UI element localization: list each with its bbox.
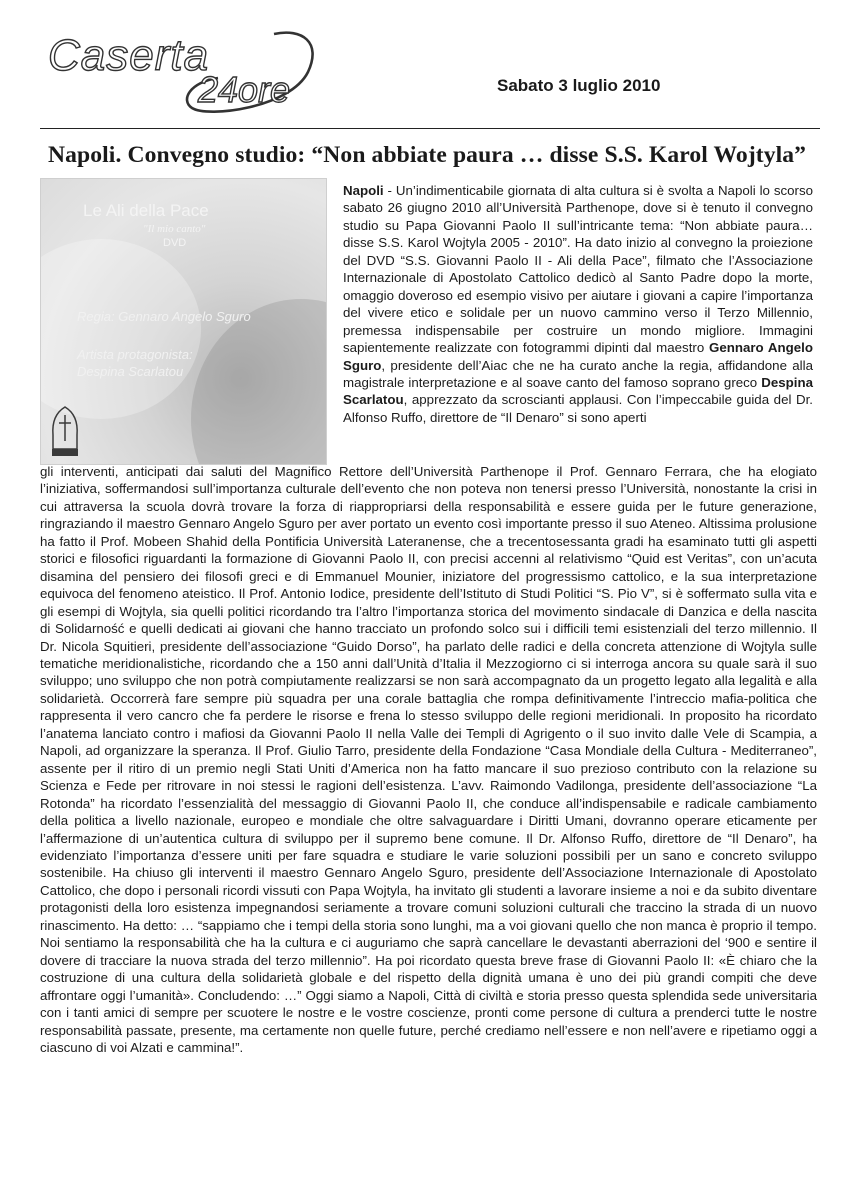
lead-part-3: , apprezzato da scroscianti applausi. Con l’impeccabile guida del Dr. Alfonso Ruffo, direttore de “Il Denaro” si sono aperti <box>343 392 813 425</box>
dvd-director: Regia: Gennaro Angelo Sguro <box>77 309 251 324</box>
lead-part-1: - Un’indimenticabile giornata di alta cultura si è svolta a Napoli lo scorso sabato 26 giugno 2010 all’Università Parthenope, dove si è tenuto il convegno studio su Papa Giovanni Paolo II sull’intricante tema: “Non abbiate paura… disse S.S. Karol Wojtyla 2005 - 2010”. Ha dato inizio al convegno la proiezione del DVD “S.S. Giovanni Paolo II - Ali della Pace”, filmato che l’Associazione Internazionale di Apostolato Cattolico dedicò al Santo Padre dopo la morte, omaggio doveroso ed esempio visivo per aiutare i giovani a capire l’importanza del vivere etico e solidale per un nuovo cammino verso il Terzo Millennio, premessa indispensabile per costruire un mondo migliore. Immagini sapientemente realizzate con fotogrammi dipinti dal maestro <box>343 183 813 356</box>
logo-text-bottom: 24ore <box>198 69 291 110</box>
issue-date: Sabato 3 luglio 2010 <box>497 76 661 95</box>
lead-name-sguro: Gennaro Angelo Sguro <box>343 340 813 373</box>
dvd-format: DVD <box>163 237 187 249</box>
caserta24ore-logo <box>40 22 340 117</box>
dvd-artist-name: Despina Scarlatou <box>77 364 184 379</box>
lead-name-scarlatou: Despina Scarlatou <box>343 374 813 408</box>
article-headline: Napoli. Convegno studio: “Non abbiate paura … disse S.S. Karol Wojtyla” <box>48 142 807 168</box>
dvd-artist-label: Artista protagonista: <box>77 347 193 362</box>
masthead <box>0 0 856 130</box>
dvd-cover-image <box>40 178 327 465</box>
logo-text-top: Caserta <box>48 31 210 80</box>
article-lead <box>343 182 813 426</box>
dvd-light-shape <box>40 239 201 419</box>
lead-part-2: , presidente dell’Aiac che ne ha curato anche la regia, affidandone alla magistrale interpretazione e al soave canto del famoso soprano greco <box>343 357 813 390</box>
article-body: gli interventi, anticipati dai saluti del Magnifico Rettore dell’Università Parthenope il Prof. Gennaro Ferrara, che ha elogiato l’iniziativa, soffermandosi sull’importanza culturale dell’evento che non poteva non tenersi presso l’Università, nonostante la crisi in cui attraversa la scuola dovrà trovare la forza di riappropriarsi della responsabilità e essere guida per le future generazione, ringraziando il maestro Gennaro Angelo Sguro per aver portato un evento così importante presso il suo Ateneo. Altissima prolusione ha fatto il Prof. Mobeen Shahid della Pontificia Università Lateranense, che a trecentosessanta gradi ha esaminato tutti gli aspetti storici e filosofici riguardanti la formazione di Giovanni Paolo II, con precisi accenni al relativismo “Quid est Veritas”, con un’acuta disamina del pensiero dei filosofi greci e di Emmanuel Mounier, iniziatore del progressismo cattolico, e la sua interpretazione equivoca del fenomeno ateistico. Il Prof. Antonio Iodice, presidente dell’Istituto di Studi Politici “S. Pio V”, si è soffermato sulla vita e gli esempi di Wojtyla, sia quelli politici ricordando tra l’altro l’importanza storica del movimento sindacale di Danzica e della nascita di Solidarność e quelli dedicati ai giovani che hanno tracciato un profondo solco sui i difficili temi esistenziali del terzo millennio. Il Dr. Nicola Squitieri, presidente dell’associazione “Guido Dorso”, ha parlato delle radici e della concreta attenzione di Wojtyla sulle tematiche meridionalistiche, ricordando che a 150 anni dall’Unità d’Italia il Mezzogiorno ci si interroga ancora su quale sarà il suo sviluppo; uno sviluppo che non potrà compiutamente realizzarsi se non sarà accompagnato da un progetto legato alla legalità e alla solidarietà. Occorrerà fare sempre più squadra per una corale battaglia che rompa definitivamente l’intreccio mafia-politica che rappresenta il vero cancro che fa perdere le risorse e frena lo stesso sviluppo delle regioni meridionali. In proposito ha ricordato l’anatema lanciato contro i mafiosi da Giovanni Paolo II nella Valle dei Templi di Agrigento o il suo invito dalle Vele di Scampia, a Napoli, ad organizzare la speranza. Il Prof. Giulio Tarro, presidente della Fondazione “Casa Mondiale della Cultura - Mediterraneo”, assente per il ritiro di un premio negli Stati Uniti d’America non ha fatto mancare il suo prezioso contributo con la relazione su Scienza e Fede per ritrovare in noi stessi le ragioni dell’esistenza. L’avv. Raimondo Vadilonga, presidente dell’associazione “La Rotonda” ha ricordato l’essenzialità del messaggio di Giovanni Paolo II, che conduce all’indispensabile e radicale cambiamento della politica a livello nazionale, europeo e mondiale che oltre salvaguardare i Diritti Umani, dovranno operare eticamente per l’affermazione di un’autentica cultura di sviluppo per il supremo bene comune. Il Dr. Alfonso Ruffo, direttore de “Il Denaro”, ha evidenziato l’importanza d’essere uniti per fare squadra e studiare le varie soluzioni possibili per un sano e concreto sviluppo sostenibile. Ha chiuso gli interventi il maestro Gennaro Angelo Sguro, presidente dell’Associazione Internazionale di Apostolato Cattolico, che dopo i personali ricordi vissuti con Papa Wojtyla, ha invitato gli studenti a lavorare insieme a noi e da subito diventare protagonisti della loro esistenza impegnandosi seriamente a trovare comuni soluzioni culturali che traccino la strada di un nuovo rinascimento. Ha detto: … “sappiamo che i tempi della storia sono lunghi, ma a voi giovani quello che non manca è proprio il tempo. Noi sentiamo la responsabilità che ha la cultura e ci auguriamo che saprà cancellare le devastanti aberrazioni del ‘900 e sentire il dovere di tracciare la nuova strada del terzo millennio”. Ha poi ricordato questa breve frase di Giovanni Paolo II: «È chiaro che la costruzione di una cultura della solidarietà globale e del rispetto della dignità umana è uno dei più grandi compiti che deve affrontare oggi l’umanità». Concludendo: …” Oggi siamo a Napoli, Città di civiltà e storia presso questa splendida sede universitaria con i tanti amici di sempre per scuotere le nostre e le vostre coscienze, pronti come persone di cultura a prenderci tutte le nostre responsabilità passate, presente, ma certamente non quelle future, perché crediamo nell’essere e non nell’avere e ripetiamo oggi a ciascuno di voi Alzati e cammina!”. <box>40 464 817 1055</box>
dvd-title: Le Ali della Pace <box>83 201 209 220</box>
dvd-subtitle: "Il mio canto" <box>143 223 206 235</box>
caserta24ore-logo-icon <box>40 22 340 117</box>
masthead-rule <box>40 128 820 129</box>
aiac-emblem-icon <box>49 405 81 457</box>
lead-place: Napoli <box>343 183 384 198</box>
